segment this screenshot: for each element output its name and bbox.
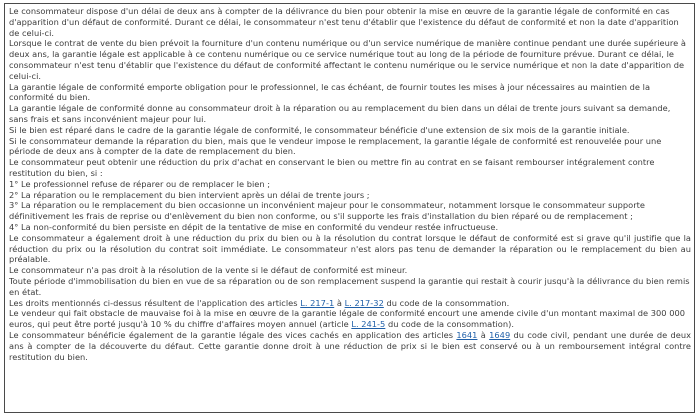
paragraph-reparation-remplacement: La garantie légale de conformité donne au consommateur droit à la réparation ou au remplacement du bien dans un délai de trente jours suivant sa demande, sans frais et sans inconvénient majeur pour lui. xyxy=(9,103,671,124)
link-article-l241-5[interactable]: L. 241-5 xyxy=(351,319,386,330)
paragraph-articles-consommation xyxy=(9,298,691,309)
text-segment: du code de la consommation. xyxy=(383,297,510,308)
list-item-4: 4° La non-conformité du bien persiste en dépit de la tentative de mise en conformité du vendeur restée infructueuse. xyxy=(9,221,499,232)
text-segment: du code de la consommation). xyxy=(385,319,514,330)
legal-text-panel xyxy=(4,3,695,413)
text-segment: à xyxy=(334,297,345,308)
paragraph-extension-six-mois: Si le bien est réparé dans le cadre de la garantie légale de conformité, le consommateur bénéficie d'une extension de six mois de la garantie initiale. xyxy=(9,124,630,135)
link-article-l217-1[interactable]: L. 217-1 xyxy=(300,297,335,308)
link-article-1649[interactable]: 1649 xyxy=(489,329,511,340)
list-item-3: 3° La réparation ou le remplacement du bien occasionne un inconvénient majeur pour le consommateur, notamment lorsque le consommateur supporte définitivement les frais de reprise ou d'enlèvement du bien non conforme, ou s'il supporte les frais d'installation du bien réparé ou de remplacement ; xyxy=(9,200,645,222)
list-item-1: 1° Le professionnel refuse de réparer ou de remplacer le bien ; xyxy=(9,178,271,189)
paragraph-remplacement-impose: Si le consommateur demande la réparation du bien, mais que le vendeur impose le remplacement, la garantie légale de conformité est renouvelée pour une période de deux ans à compter de la date de remplacement du bien. xyxy=(9,135,662,157)
link-article-1641[interactable]: 1641 xyxy=(456,329,478,340)
link-article-l217-32[interactable]: L. 217-32 xyxy=(344,297,384,308)
paragraph-defaut-mineur: Le consommateur n'a pas droit à la résolution de la vente si le défaut de conformité est mineur. xyxy=(9,265,408,276)
text-segment: Le vendeur qui fait obstacle de mauvaise foi à la mise en œuvre de la garantie légale de conformité encourt une amende civile d'un montant maximal de 300 000 euros, qui peut être porté jusqu'à 10 % du chiffre d'affaires moyen annuel (article xyxy=(9,308,686,330)
paragraph-mises-a-jour: La garantie légale de conformité emporte obligation pour le professionnel, le cas échéant, de fournir toutes les mises à jour nécessaires au maintien de la conformité du bien. xyxy=(9,81,651,103)
paragraph-delai-deux-ans: Le consommateur dispose d'un délai de deux ans à compter de la délivrance du bien pour obtenir la mise en œuvre de la garantie légale de conformité en cas d'apparition d'un défaut de conformité. Durant ce délai, le consommateur n'est tenu d'établir que l'existence du défaut de conformité et non la date d'apparition de celui-ci. xyxy=(9,6,679,38)
text-segment: Le consommateur bénéficie également de la garantie légale des vices cachés en application des articles xyxy=(9,329,457,340)
text-segment: du code civil, pendant une durée de deux ans à compter de la découverte du défaut. Cette garantie donne droit à une réduction de prix si le bien est conservé ou à un remboursement intégral contre restitution du bien. xyxy=(9,329,691,362)
text-segment: Les droits mentionnés ci-dessus résultent de l'application des articles xyxy=(9,297,301,308)
legal-text-content xyxy=(9,6,691,362)
paragraph-vices-caches xyxy=(9,330,691,362)
paragraph-contenu-numerique: Lorsque le contrat de vente du bien prévoit la fourniture d'un contenu numérique ou d'un service numérique de manière continue pendant une durée supérieure à deux ans, la garantie légale est applicable à ce contenu numérique ou ce service numérique tout au long de la période de fourniture prévue. Durant ce délai, le consommateur n'est tenu d'établir que l'existence du défaut de conformité affectant le contenu numérique ou le service numérique et non la date d'apparition de celui-ci. xyxy=(9,38,686,81)
paragraph-immobilisation: Toute période d'immobilisation du bien en vue de sa réparation ou de son remplacement suspend la garantie qui restait à courir jusqu'à la délivrance du bien remis en état. xyxy=(9,275,690,297)
list-item-2: 2° La réparation ou le remplacement du bien intervient après un délai de trente jours ; xyxy=(9,189,370,200)
paragraph-defaut-grave: Le consommateur a également droit à une réduction du prix du bien ou à la résolution du contrat lorsque le défaut de conformité est si grave qu'il justifie que la réduction du prix ou la résolution du contrat soit immédiate. Le consommateur n'est alors pas tenu de demander la réparation ou le remplacement du bien au préalable. xyxy=(9,232,691,265)
paragraph-amende-civile xyxy=(9,308,691,330)
paragraph-reduction-prix: Le consommateur peut obtenir une réduction du prix d'achat en conservant le bien ou mettre fin au contrat en se faisant rembourser intégralement contre restitution du bien, si : xyxy=(9,157,655,178)
text-segment: à xyxy=(477,329,490,340)
